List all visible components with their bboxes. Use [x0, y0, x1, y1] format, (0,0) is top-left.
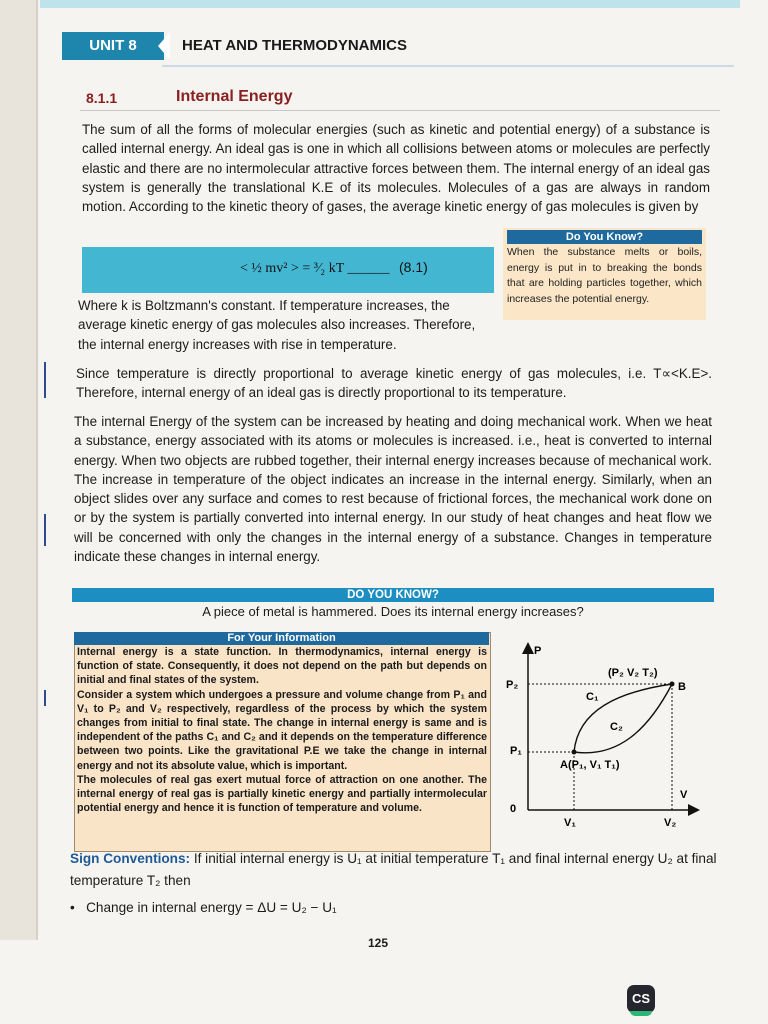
pv-diagram — [498, 640, 718, 840]
point-a-label: A(P₁, V₁ T₁) — [560, 759, 620, 771]
page-number: 125 — [368, 936, 389, 950]
origin-label: 0 — [510, 803, 517, 815]
margin-mark — [44, 690, 46, 706]
do-you-know-2-heading: DO YOU KNOW? — [347, 589, 439, 601]
unit-title: HEAT AND THERMODYNAMICS — [182, 37, 407, 54]
do-you-know-body: When the substance melts or boils, energy is put in to breaking the bonds that are holding particles together, which increases the potential energy. — [507, 246, 702, 305]
v-axis-label: V — [680, 789, 688, 801]
top-strip — [40, 0, 740, 8]
proportional-paragraph: Since temperature is directly proportional to average kinetic energy of gas molecules, i.e. T∝<K.E>. Therefore, internal energy of an ideal gas is directly proportional to its temperature. — [76, 366, 712, 401]
v2-label: V₂ — [664, 817, 677, 829]
fyi-paragraph: The molecules of real gas exert mutual force of attraction on one another. The internal energy of real gas is partially kinetic energy and partially intermolecular potential energy and hence it is function of temperature and volume. — [77, 773, 487, 815]
section-number: 8.1.1 — [86, 90, 118, 106]
boltzmann-paragraph: Where k is Boltzmann's constant. If temperature increases, the average kinetic energy of gas molecules also increases. Therefore, the internal energy increases with rise in temperature. — [78, 298, 476, 352]
c1-label: C₁ — [586, 691, 599, 703]
unit-label: UNIT 8 — [62, 32, 164, 60]
do-you-know-heading: Do You Know? — [507, 230, 702, 244]
sign-conventions — [70, 848, 720, 892]
v1-label: V₁ — [564, 817, 576, 829]
section-rule — [80, 110, 720, 111]
unit-header — [62, 28, 734, 68]
sign-conventions-title: Sign Conventions: — [70, 851, 191, 866]
p2-label: P₂ — [506, 679, 519, 691]
bullet-icon: • — [70, 900, 87, 915]
p1-label: P₁ — [510, 745, 522, 757]
point-a — [572, 750, 577, 755]
camscanner-logo: CS — [627, 985, 655, 1013]
c2-label: C₂ — [610, 721, 623, 733]
fyi-paragraph: Internal energy is a state function. In thermodynamics, internal energy is function of state. Consequently, it does not depend on the path but depends on initial and final states of the system. — [77, 646, 487, 687]
point-b-label: (P₂ V₂ T₂) — [608, 667, 658, 679]
formula-number: (8.1) — [399, 259, 428, 275]
margin-mark — [44, 362, 46, 398]
point-b — [670, 682, 675, 687]
section-title: Internal Energy — [176, 88, 293, 105]
p-axis-label: P — [534, 645, 542, 657]
margin-mark — [44, 514, 46, 546]
sign-conventions-text: If initial internal energy is U₁ at initial temperature T₁ and final internal energy U₂ at final temperature T₂ then — [70, 851, 717, 888]
adjacent-page-edge — [0, 0, 38, 940]
fyi-body — [77, 645, 487, 815]
do-you-know-2-question: A piece of metal is hammered. Does its internal energy increases? — [202, 604, 584, 619]
b-letter: B — [678, 681, 686, 693]
formula-expression: < ½ mv² > = ³⁄₂ kT ______ — [240, 261, 390, 276]
unit-arrow — [158, 32, 170, 60]
bullet-text: Change in internal energy = ΔU = U₂ − U₁ — [86, 900, 337, 915]
fyi-paragraph: Consider a system which undergoes a pressure and volume change from P₁ and V₁ to P₂ and V₂ respectively, regardless of the process by which the system changes from initial to final state. The change in internal energy is same and is independent of the paths C₁ and C₂ and it depends on the temperature difference between two points. Like the gravitational P.E we take the change in internal energy and not its absolute value, which is important. — [77, 688, 487, 772]
intro-paragraph: The sum of all the forms of molecular energies (such as kinetic and potential energy) of a substance is called internal energy. An ideal gas is one in which all collisions between atoms or molecules are perfectly elastic and there are no intermolecular attractive forces between them. The internal energy of an ideal gas system is generally the translational K.E of its molecules. Molecules of a gas are always in random motion. According to the kinetic theory of gases, the average kinetic energy of gas molecules is given by — [82, 122, 710, 215]
formula — [240, 259, 428, 277]
bullet-item — [70, 900, 337, 915]
increase-paragraph: The internal Energy of the system can be increased by heating and doing mechanical work. When we heat a substance, energy associated with its atoms or molecules is increased. i.e., heat is converted to internal energy. When two objects are rubbed together, their internal energy increases because of mechanical work. The increase in temperature of the object indicates an increase in the internal energy. Similarly, when an object slides over any surface and comes to rest because of frictional forces, the mechanical work done on or by the system is partially converted into internal energy. In our study of heat changes and heat flow we will be concerned with only the changes in the internal energy of a substance. Changes in temperature indicate these changes in internal energy. — [74, 414, 712, 565]
header-line — [162, 65, 734, 67]
fyi-heading: For Your Information — [74, 632, 489, 645]
